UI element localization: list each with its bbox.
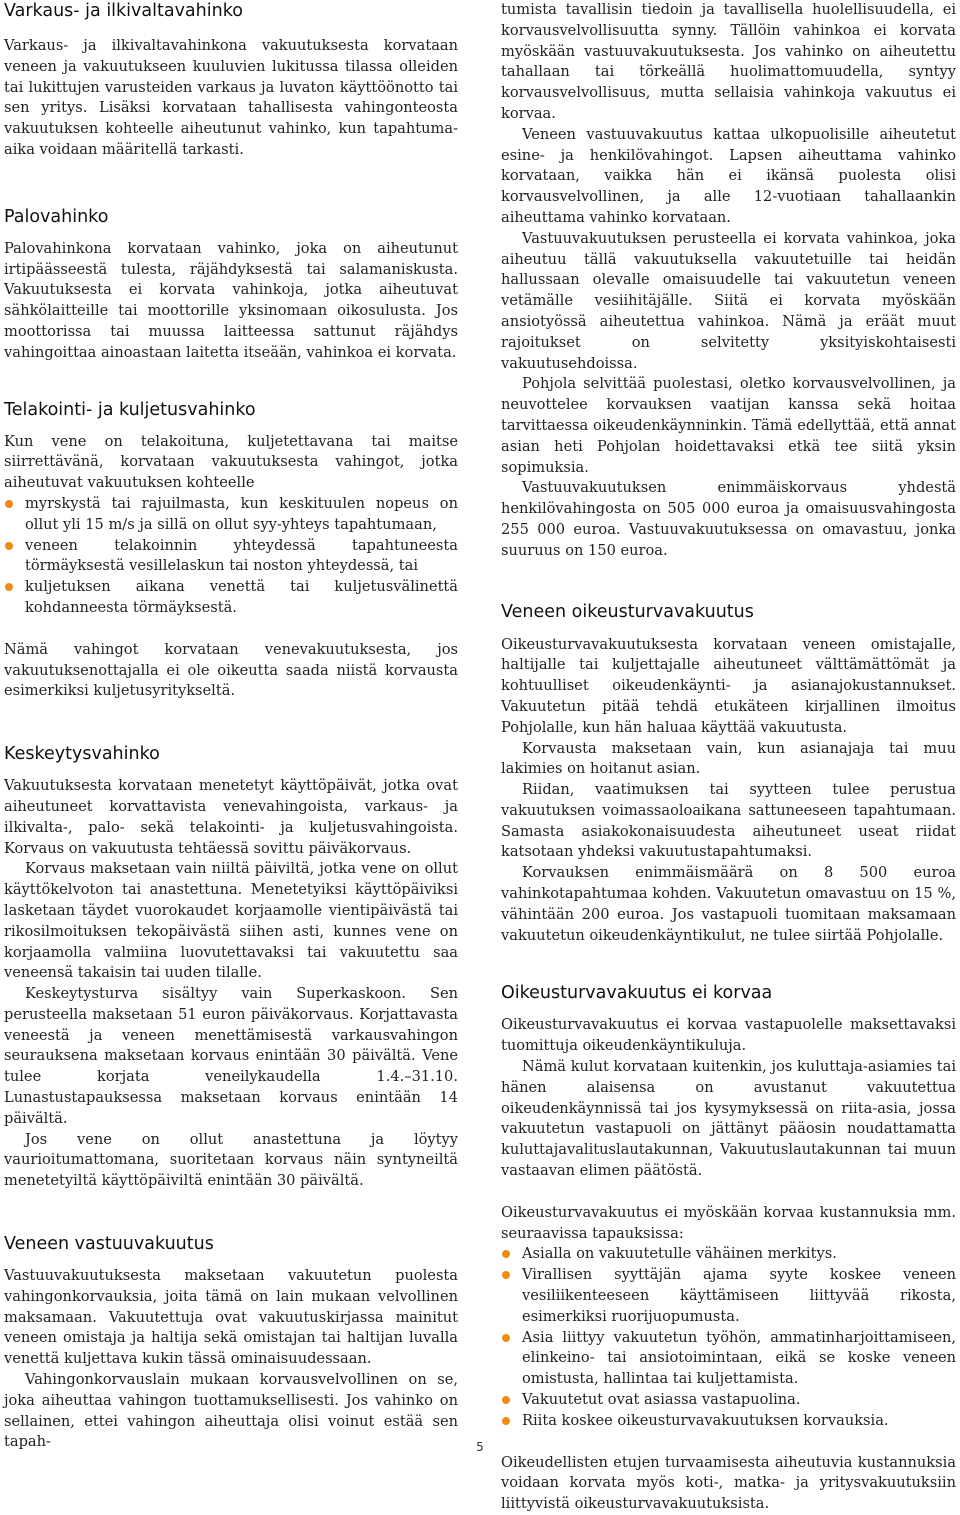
list-item <box>501 1390 956 1411</box>
section-heading-oikeusturva: Veneen oikeusturvavakuutus <box>501 601 754 622</box>
paragraph: Pohjola selvittää puolestasi, oletko korvausvelvollinen, ja neuvottelee korvauksen vaatijan kanssa sekä hoitaa tarvittaessa oikeudenkäynninkin. Tämä edellyttää, että annat asian heti Pohjolan hoidettavaksi etkä tee siitä yksin sopimuksia. <box>501 375 956 476</box>
bullet-icon <box>5 542 13 550</box>
paragraph: Nämä vahingot korvataan venevakuutuksesta, jos vakuutuksenottajalla ei ole oikeutta saada niistä korvausta esimerkiksi kuljetusyritykseltä. <box>4 640 458 700</box>
paragraph: Oikeusturvavakuutus ei korvaa vastapuolelle maksettavaksi tuomittuja oikeudenkäyntikuluja. <box>501 1016 956 1055</box>
page-number: 5 <box>476 1440 484 1454</box>
list-item <box>501 1328 956 1390</box>
list-item-text: Vakuutetut ovat asiassa vastapuolina. <box>522 1391 801 1409</box>
paragraph: Oikeusturvavakuutuksesta korvataan veneen omistajalle, haltijalle tai kuljettajalle aiheutuneet välttämättömät ja kohtuulliset oikeudenkäynti- ja asianajokustannukset. Vakuutetun pitää tehdä etukäteen kirjallinen ilmoitus Pohjolalle, kun hän haluaa käyttää vakuutusta. <box>501 635 956 736</box>
list-item <box>501 1265 956 1327</box>
paragraph: Oikeudellisten etujen turvaamisesta aiheutuvia kustannuksia voidaan korvata myös koti-, matka- ja yritysvakuutuksiin liittyvistä oikeusturvavakuutuksista. <box>501 1453 956 1513</box>
bullet-icon <box>5 500 13 508</box>
section-heading-vastuu: Veneen vastuuvakuutus <box>4 1234 214 1255</box>
list-item-text: kuljetuksen aikana venettä tai kuljetusvälinettä kohdanneesta törmäyksestä. <box>25 578 458 616</box>
list-item-text: myrskystä tai rajuilmasta, kun keskituulen nopeus on ollut yli 15 m/s ja sillä on ollut syy-yhteys tapahtumaan, <box>25 494 458 533</box>
bullet-icon <box>502 1417 510 1425</box>
paragraph: Kun vene on telakoituna, kuljetettavana tai maitse siirrettävänä, korvataan vakuutuksesta vahingot, jotka aiheutuvat vakuutuksen kohteelle <box>4 432 458 492</box>
section-heading-telakointi: Telakointi- ja kuljetusvahinko <box>4 399 256 420</box>
section-heading-eikorvaa: Oikeusturvavakuutus ei korvaa <box>501 983 773 1004</box>
list-item-text: Virallisen syyttäjän ajama syyte koskee veneen vesiliikenteeseen käyttämiseen liittyvää rikosta, esimerkiksi ruorijuopumusta. <box>522 1266 956 1325</box>
list-item <box>501 1411 956 1432</box>
bullet-icon <box>5 583 13 591</box>
list-item-text: Riita koskee oikeusturvavakuutuksen korvauksia. <box>522 1411 889 1429</box>
paragraph: Veneen vastuuvakuutus kattaa ulkopuolisille aiheutetut esine- ja henkilövahingot. Lapsen aiheuttama vahinko korvataan, vaikka hän ei ikänsä puolesta olisi korvausvelvollinen, ja alle 12-vuotiaan tahallaankin aiheuttama vahinko korvataan. <box>501 125 956 226</box>
section-heading-keskeytys: Keskeytysvahinko <box>4 744 160 765</box>
paragraph: Riidan, vaatimuksen tai syytteen tulee perustua vakuutuksen voimassaoloaikana sattuneeseen tapahtumaan. Samasta asiakokonaisuudesta aiheutuneet useat riidat katsotaan yhdeksi vakuutustapahtumaksi. <box>501 781 956 861</box>
paragraph: tumista tavallisin tiedoin ja tavallisella huolellisuudella, ei korvausvelvollisuutta synny. Tällöin vahinkoa ei korvata myöskään vastuuvakuutuksesta. Jos vahinko on aiheutettu tahallaan tai törkeällä huolimattomuudella, syntyy korvausvelvollisuus, mutta sellaisia vahinkoja vakuutus ei korvaa. <box>501 1 956 122</box>
section-heading-varkaus: Varkaus- ja ilkivaltavahinko <box>4 1 243 21</box>
bullet-icon <box>502 1396 510 1404</box>
paragraph: Varkaus- ja ilkivaltavahinkona vakuutuksesta korvataan veneen ja vakuutukseen kuuluvien lukitussa tilassa olleiden tai lukittujen varusteiden varkaus ja luvaton käyttöönotto tai sen yritys. Lisäksi korvataan tahallisesta vahingonteosta vakuutuksen kohteelle aiheutunut vahinko, kun tapahtuma-aika voidaan määritellä tarkasti. <box>4 37 458 158</box>
paragraph: Vastuuvakuutuksesta maksetaan vakuutetun puolesta vahingonkorvauksia, joita tämä on lain mukaan velvollinen maksamaan. Vakuutettuja ovat vakuutuskirjassa mainitut veneen omistaja ja haltija sekä omistajan tai haltijan luvalla venettä kuljettava kukin tässä ominaisuudessaan. <box>4 1267 458 1368</box>
left-column <box>4 0 458 1453</box>
paragraph: Jos vene on ollut anastettuna ja löytyy vaurioitumattomana, suoritetaan korvaus näin syntyneiltä menetetyiltä käyttöpäiviltä enintään 30 päivältä. <box>4 1130 458 1190</box>
paragraph: Korvausta maksetaan vain, kun asianajaja tai muu lakimies on hoitanut asian. <box>501 739 956 778</box>
bullet-list <box>4 494 458 619</box>
paragraph: Palovahinkona korvataan vahinko, joka on aiheutunut irtipäässeestä tulesta, räjähdyksestä tai salamaniskusta. Vakuutuksesta ei korvata vahinkoja, jotka aiheutuvat sähkölaitteille tai moottorille yksinomaan oikosulusta. Jos moottorissa tai muussa laitteessa sattunut räjähdys vahingoittaa ainoastaan laitetta itseään, vahinkoa ei korvata. <box>4 239 458 361</box>
list-item <box>501 1244 956 1265</box>
paragraph: Vakuutuksesta korvataan menetetyt käyttöpäivät, jotka ovat aiheutuneet korvattavista venevahingoista, varkaus- ja ilkivalta-, palo- sekä telakointi- ja kuljetusvahingoista. Korvaus on vakuutusta tehtäessä sovittu päiväkorvaus. <box>4 777 458 857</box>
list-item <box>4 536 458 578</box>
list-item-text: veneen telakoinnin yhteydessä tapahtuneesta törmäyksestä vesillelaskun tai noston yhteydessä, tai <box>25 536 458 575</box>
section-heading-palo: Palovahinko <box>4 206 109 227</box>
list-item <box>4 494 458 536</box>
list-item <box>4 577 458 619</box>
paragraph: Vahingonkorvauslain mukaan korvausvelvollinen on se, joka aiheuttaa vahingon tuottamuksellisesti. Jos vahinko on sellainen, ettei vahingon aiheuttaja olisi voinut estää sen tapah- <box>4 1371 458 1451</box>
bullet-icon <box>502 1334 510 1342</box>
list-item-text: Asia liittyy vakuutetun työhön, ammatinharjoittamiseen, elinkeino- tai ansiotoimintaan, eikä se koske veneen omistusta, hallintaa tai kuljettamista. <box>522 1328 956 1388</box>
paragraph: Oikeusturvavakuutus ei myöskään korvaa kustannuksia mm. seuraavissa tapauksissa: <box>501 1203 956 1242</box>
bullet-icon <box>502 1271 510 1279</box>
paragraph: Korvaus maksetaan vain niiltä päiviltä, jotka vene on ollut käyttökelvoton tai anastettuna. Menetetyiksi käyttöpäiviksi lasketaan täydet vuorokaudet korjaamolle vientipäivästä tai rikosilmoituksen tekopäivästä siihen asti, kunnes vene on korjaamolla valmiina luovutettavaksi tai vakuutettu saa veneensä takaisin tai uuden tilalle. <box>4 860 458 982</box>
bullet-list <box>501 1244 956 1431</box>
paragraph: Vastuuvakuutuksen perusteella ei korvata vahinkoa, joka aiheutuu tällä vakuutuksella vakuutetuille tai heidän hallussaan olevalle omaisuudelle tai vakuutetun veneen vetämälle vesiihitäjälle. Siitä ei korvata myöskään ansiotyössä aiheutettua vahinkoa. Nämä ja eräät muut rajoitukset on selvitetty yksityiskohtaisesti vakuutusehdoissa. <box>501 229 956 372</box>
paragraph: Nämä kulut korvataan kuitenkin, jos kuluttaja-asiamies tai hänen alaisensa on avustanut vakuutettua oikeudenkäynnissä tai jos kysymyksessä on riita-asia, jossa vakuutetun vastapuoli on jättänyt pääosin noudattamatta kuluttajavalituslautakunnan, Vakuutuslautakunnan tai muun vastaavan elimen päätöstä. <box>501 1058 956 1180</box>
right-column <box>501 0 956 1515</box>
paragraph: Keskeytysturva sisältyy vain Superkaskoon. Sen perusteella maksetaan 51 euron päiväkorvaus. Korjattavasta veneestä ja veneen menettämisestä varkausvahingon seurauksena maksetaan korvaus enintään 30 päivältä. Vene tulee korjata veneilykaudella 1.4.–31.10. Lunastustapauksessa maksetaan korvaus enintään 14 päivältä. <box>4 985 458 1127</box>
paragraph: Korvauksen enimmäismäärä on 8 500 euroa vahinkotapahtumaa kohden. Vakuutetun omavastuu on 15 %, vähintään 200 euroa. Jos vastapuoli tuomitaan maksamaan vakuutetun oikeudenkäyntikulut, ne tulee siirtää Pohjolalle. <box>501 864 956 944</box>
paragraph: Vastuuvakuutuksen enimmäiskorvaus yhdestä henkilövahingosta on 505 000 euroa ja omaisuusvahingosta 255 000 euroa. Vastuuvakuutuksessa on omavastuu, jonka suuruus on 150 euroa. <box>501 479 956 559</box>
list-item-text: Asialla on vakuutetulle vähäinen merkitys. <box>522 1245 837 1263</box>
bullet-icon <box>502 1250 510 1258</box>
